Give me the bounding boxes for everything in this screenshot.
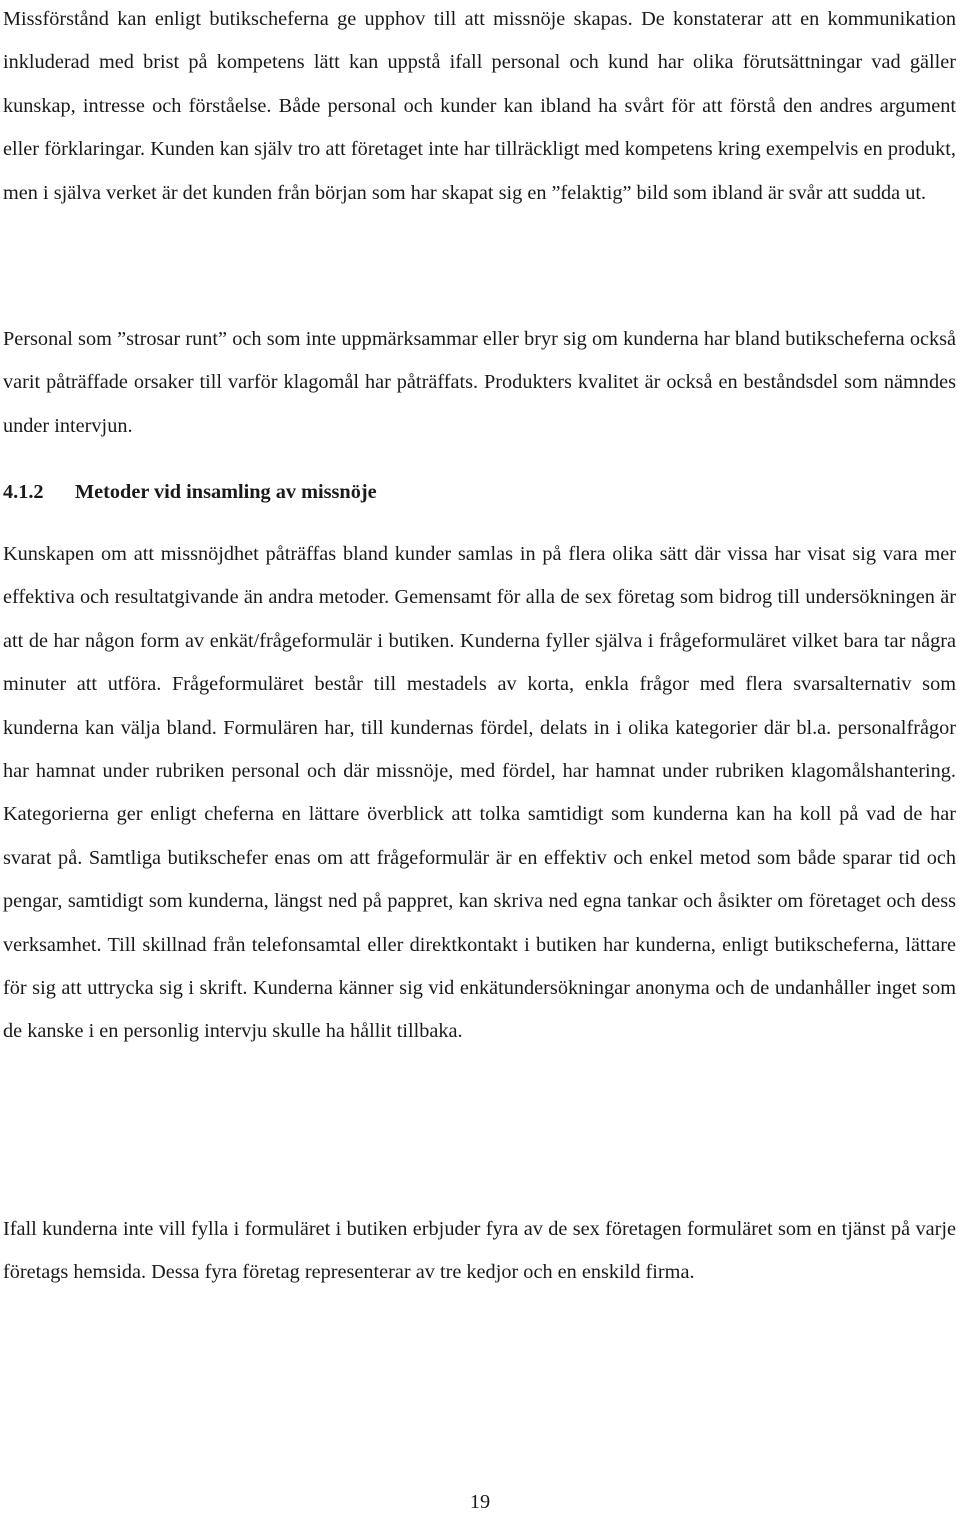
section-heading — [3, 474, 377, 510]
paragraph-misunderstanding: Missförstånd kan enligt butikscheferna ge upphov till att missnöje skapas. De konstaterar att en kommunikation inkluderad med brist på kompetens lätt kan uppstå ifall personal och kund har olika förutsättningar vad gäller kunskap, intresse och förståelse. Både personal och kunder kan ibland ha svårt för att förstå den andres argument eller förklaringar. Kunden kan själv tro att företaget inte har tillräckligt med kompetens kring exempelvis en produkt, men i själva verket är det kunden från början som har skapat sig en ”felaktig” bild som ibland är svår att sudda ut. — [3, 8, 956, 204]
section-title: Metoder vid insamling av missnöje — [75, 481, 377, 503]
page-number: 19 — [469, 1491, 491, 1513]
paragraph-website-form: Ifall kunderna inte vill fylla i formuläret i butiken erbjuder fyra av de sex företagen formuläret som en tjänst på varje företags hemsida. Dessa fyra företag representerar av tre kedjor och en enskild firma. — [3, 1218, 956, 1284]
section-number: 4.1.2 — [3, 481, 44, 503]
paragraph-staff-and-quality: Personal som ”strosar runt” och som inte uppmärksammar eller bryr sig om kunderna har bland butikscheferna också varit påträffade orsaker till varför klagomål har påträffats. Produkters kvalitet är också en beståndsdel som nämndes under intervjun. — [3, 328, 956, 437]
paragraph-collection-methods: Kunskapen om att missnöjdhet påträffas bland kunder samlas in på flera olika sätt där vissa har visat sig vara mer effektiva och resultatgivande än andra metoder. Gemensamt för alla de sex företag som bidrog till undersökningen är att de har någon form av enkät/frågeformulär i butiken. Kunderna fyller själva i frågeformuläret vilket bara tar några minuter att utföra. Frågeformuläret består till mestadels av korta, enkla frågor med flera svarsalternativ som kunderna kan välja bland. Formulären har, till kundernas fördel, delats in i olika kategorier där bl.a. personalfrågor har hamnat under rubriken personal och där missnöje, med fördel, har hamnat under rubriken klagomålshantering. Kategorierna ger enligt cheferna en lättare överblick att tolka samtidigt som kunderna kan ha koll på vad de har svarat på. Samtliga butikschefer enas om att frågeformulär är en effektiv och enkel metod som både sparar tid och pengar, samtidigt som kunderna, längst ned på pappret, kan skriva ned egna tankar och åsikter om företaget och dess verksamhet. Till skillnad från telefonsamtal eller direktkontakt i butiken har kunderna, enligt butikscheferna, lättare för sig att uttrycka sig i skrift. Kunderna känner sig vid enkätundersökningar anonyma och de undanhåller inget som de kanske i en personlig intervju skulle ha hållit tillbaka. — [3, 543, 956, 1043]
